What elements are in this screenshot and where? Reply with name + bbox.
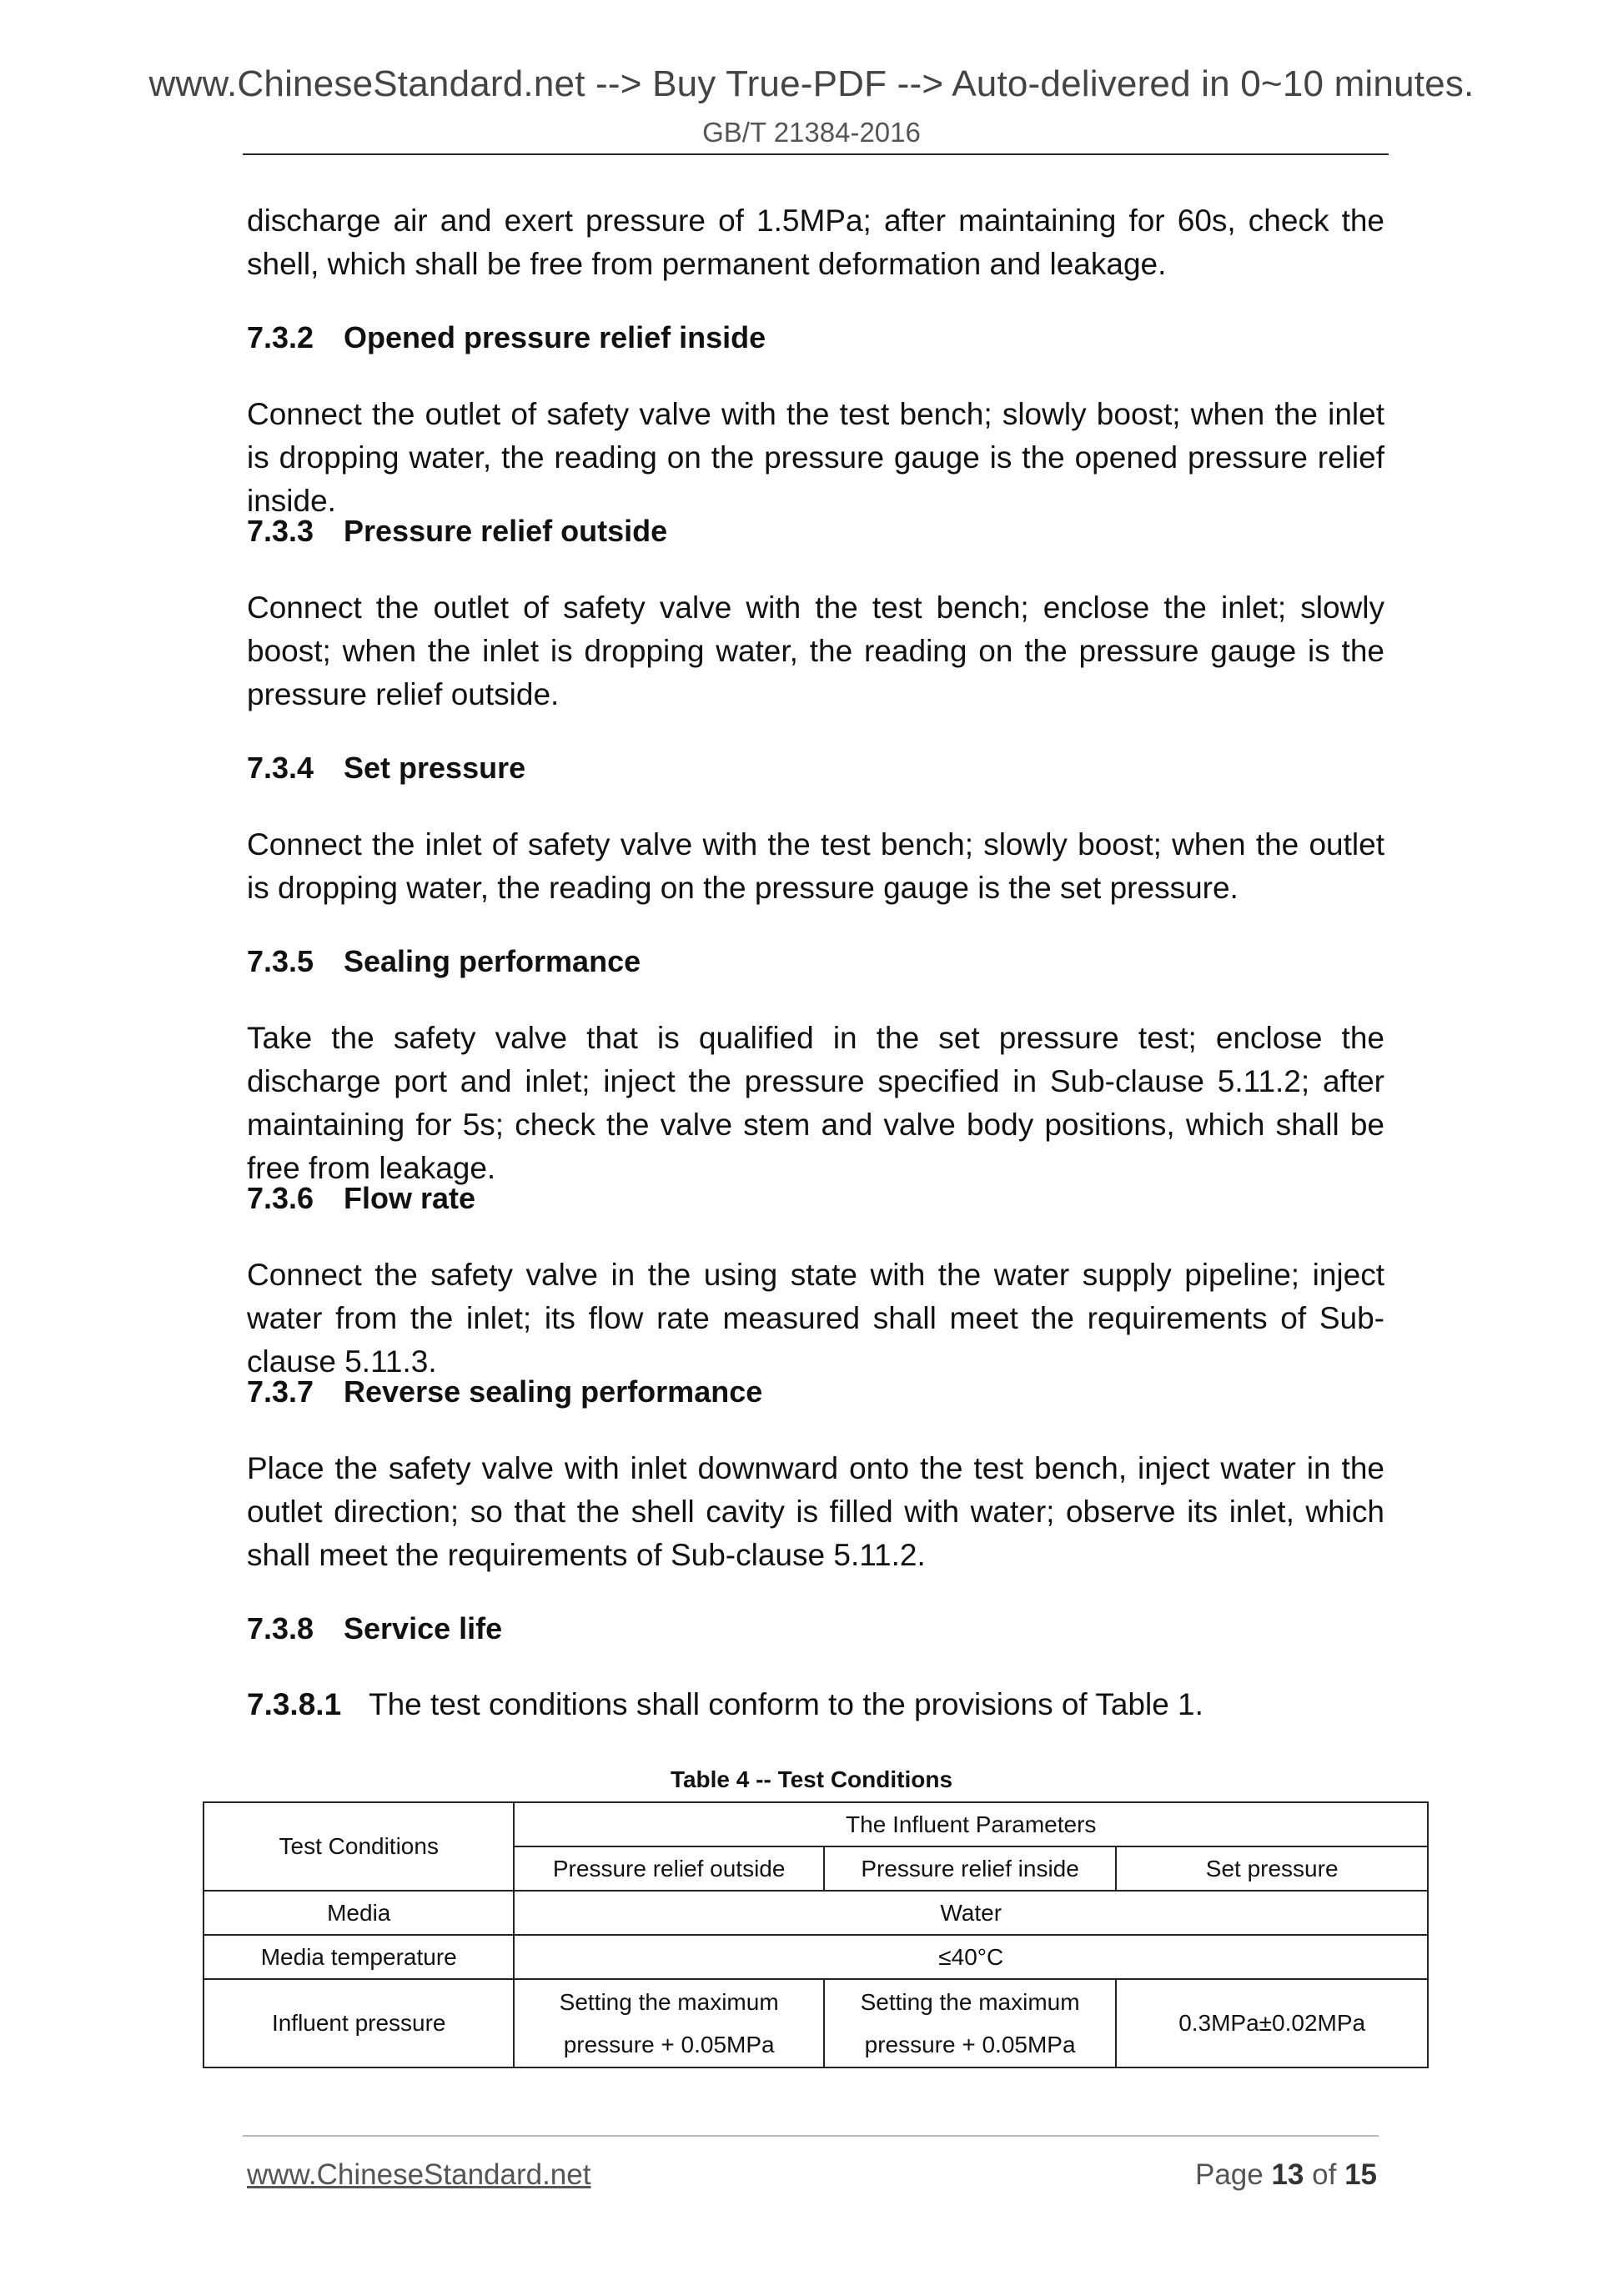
page-number: 13: [1271, 2158, 1304, 2191]
header-influent-parameters: The Influent Parameters: [514, 1802, 1428, 1846]
table-row: [204, 1935, 1428, 1979]
section-paragraph-7-3-7: Place the safety valve with inlet downward onto the test bench, inject water in the outlet direction; so that the shell cavity is filled with water; observe its inlet, which shall meet the requirements of Sub-clause 5.11.2.: [247, 1451, 1384, 1572]
cell-line: pressure + 0.05MPa: [864, 2032, 1076, 2057]
column-header: Pressure relief outside: [514, 1846, 823, 1891]
section-number: 7.3.2: [247, 320, 314, 354]
subclause-number: 7.3.8.1: [247, 1687, 342, 1721]
table-cell: [514, 1979, 823, 2067]
section-number: 7.3.4: [247, 751, 314, 785]
table-caption: Table 4 -- Test Conditions: [670, 1766, 953, 1792]
test-conditions-table: [203, 1801, 1429, 2068]
section-paragraph-7-3-4: Connect the inlet of safety valve with the test bench; slowly boost; when the outlet is dropping water, the reading on the pressure gauge is the set pressure.: [247, 827, 1384, 905]
footer-divider: [243, 2135, 1379, 2137]
page-total: 15: [1344, 2158, 1377, 2191]
section-number: 7.3.6: [247, 1181, 314, 1215]
subclause-7-3-8-1: [247, 1687, 1384, 1722]
table-header-row: [204, 1802, 1428, 1846]
column-header: Pressure relief inside: [824, 1846, 1116, 1891]
subclause-text: The test conditions shall conform to the provisions of Table 1.: [369, 1687, 1203, 1721]
header-divider: [243, 153, 1389, 155]
section-title: Pressure relief outside: [344, 514, 668, 548]
section-paragraph-7-3-5: Take the safety valve that is qualified in the set pressure test; enclose the discharge port and inlet; inject the pressure specified in Sub-clause 5.11.2; after maintaining for 5s; check the valve stem and valve body positions, which shall be free from leakage.: [247, 1021, 1384, 1185]
intro-paragraph: discharge air and exert pressure of 1.5MPa; after maintaining for 60s, check the shell, which shall be free from permanent deformation and leakage.: [247, 203, 1384, 281]
section-heading-7-3-8: [247, 1611, 1384, 1646]
column-header: Set pressure: [1116, 1846, 1428, 1891]
row-label: Media temperature: [204, 1935, 514, 1979]
table-cell: [824, 1979, 1116, 2067]
page-word: Page: [1194, 2158, 1264, 2191]
section-title: Sealing performance: [344, 944, 641, 978]
section-paragraph-7-3-6: Connect the safety valve in the using state with the water supply pipeline; inject water from the inlet; its flow rate measured shall meet the requirements of Sub-clause 5.11.3.: [247, 1258, 1384, 1379]
cell-line: Setting the maximum: [559, 1989, 779, 2015]
section-title: Set pressure: [344, 751, 526, 785]
section-title: Flow rate: [344, 1181, 476, 1215]
section-heading-7-3-3: [247, 514, 1384, 549]
table-row: [204, 1891, 1428, 1935]
of-word: of: [1312, 2158, 1337, 2191]
section-title: Opened pressure relief inside: [344, 320, 766, 354]
section-title: Service life: [344, 1611, 503, 1645]
table-cell: ≤40°C: [514, 1935, 1428, 1979]
section-paragraph-7-3-3: Connect the outlet of safety valve with the test bench; enclose the inlet; slowly boost; when the inlet is dropping water, the reading on the pressure gauge is the pressure relief outside.: [247, 590, 1384, 711]
cell-line: pressure + 0.05MPa: [563, 2032, 775, 2057]
section-heading-7-3-4: [247, 751, 1384, 786]
page-indicator: [1195, 2158, 1377, 2192]
section-number: 7.3.7: [247, 1374, 314, 1409]
section-heading-7-3-7: [247, 1374, 1384, 1409]
footer-site-link[interactable]: www.ChineseStandard.net: [247, 2158, 591, 2191]
table-cell: 0.3MPa±0.02MPa: [1116, 1979, 1428, 2067]
standard-number: GB/T 21384-2016: [702, 117, 921, 148]
top-banner: www.ChineseStandard.net --> Buy True-PDF --> Auto-delivered in 0~10 minutes.: [148, 63, 1475, 104]
header-test-conditions: Test Conditions: [204, 1802, 514, 1891]
section-number: 7.3.8: [247, 1611, 314, 1645]
cell-line: Setting the maximum: [860, 1989, 1080, 2015]
section-number: 7.3.5: [247, 944, 314, 978]
section-heading-7-3-5: [247, 944, 1384, 979]
section-heading-7-3-6: [247, 1181, 1384, 1216]
table-cell: Water: [514, 1891, 1428, 1935]
table-row: [204, 1979, 1428, 2067]
section-number: 7.3.3: [247, 514, 314, 548]
section-heading-7-3-2: [247, 320, 1384, 355]
section-paragraph-7-3-2: Connect the outlet of safety valve with the test bench; slowly boost; when the inlet is dropping water, the reading on the pressure gauge is the opened pressure relief inside.: [247, 397, 1384, 518]
row-label: Media: [204, 1891, 514, 1935]
row-label: Influent pressure: [204, 1979, 514, 2067]
section-title: Reverse sealing performance: [344, 1374, 763, 1409]
